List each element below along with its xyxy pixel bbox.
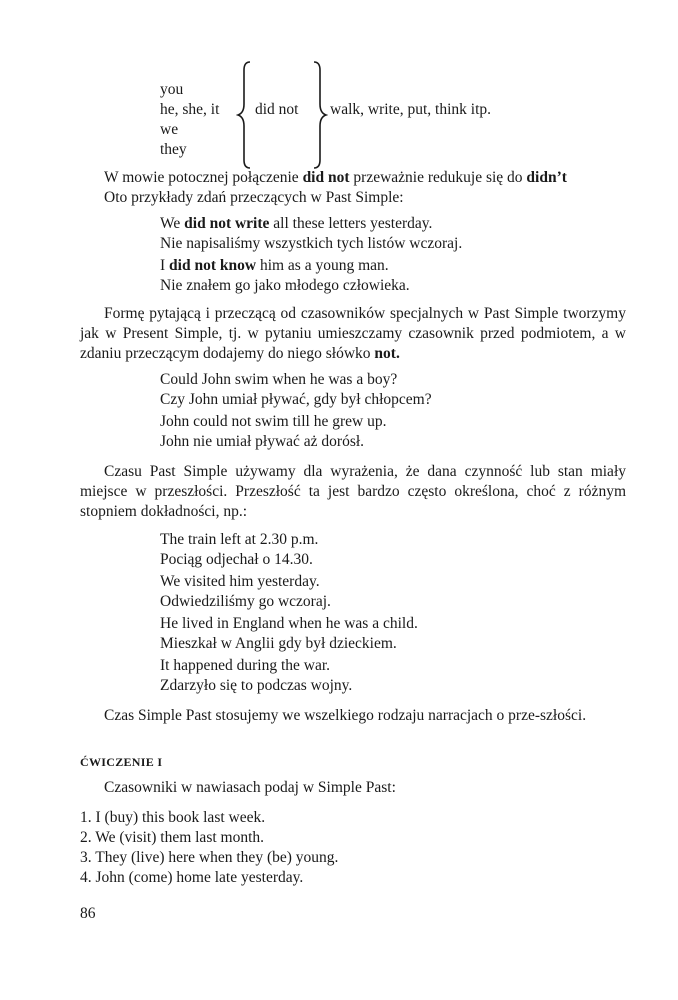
example-line: It happened during the war.	[160, 657, 331, 674]
text: przeważnie redukuje się do	[349, 169, 527, 186]
text: him as a young man.	[256, 257, 389, 274]
aux-did-not: did not	[255, 101, 299, 118]
page-number: 86	[80, 905, 96, 922]
example-line: John nie umiał pływać aż dorósł.	[160, 433, 365, 450]
bold-did-not: did not	[302, 169, 350, 186]
exercise-instruction: Czasowniki w nawiasach podaj w Simple Past:	[104, 779, 396, 796]
exercise-heading: ĆWICZENIE I	[80, 755, 163, 769]
example-line	[160, 214, 432, 234]
example-line: John could not swim till he grew up.	[160, 413, 387, 430]
text: Formę pytającą i przeczącą od czasowników specjalnych w Past Simple tworzymy jak w Present Simple, tj. w pytaniu umieszczamy czasownik przed podmiotem, a w zdaniu przeczącym dodajemy do niego słówko	[80, 305, 626, 362]
paragraph-2	[80, 304, 626, 364]
paragraph-1-line-2: Oto przykłady zdań przeczących w Past Simple:	[104, 189, 404, 206]
paragraph-3: Czasu Past Simple używamy dla wyrażenia, że dana czynność lub stan miały miejsce w przeszłości. Przeszłość ta jest bardzo często określona, choć z różnym stopniem dokładności, np.:	[80, 463, 626, 520]
example-line: Odwiedziliśmy go wczoraj.	[160, 593, 331, 610]
exercise-item: 3. They (live) here when they (be) young.	[80, 849, 339, 866]
example-line: We visited him yesterday.	[160, 573, 320, 590]
example-line: Zdarzyło się to podczas wojny.	[160, 677, 353, 694]
example-line: The train left at 2.30 p.m.	[160, 531, 319, 548]
example-line: Pociąg odjechał o 14.30.	[160, 551, 313, 568]
pronoun-you: you	[160, 81, 184, 98]
text: all these letters yesterday.	[269, 215, 433, 232]
example-line: Mieszkał w Anglii gdy był dzieckiem.	[160, 635, 397, 652]
example-line: He lived in England when he was a child.	[160, 615, 418, 632]
verb-list: walk, write, put, think itp.	[330, 101, 492, 118]
example-line: Could John swim when he was a boy?	[160, 371, 398, 388]
right-brace	[308, 60, 328, 170]
bold-phrase: did not know	[169, 257, 257, 274]
text: We	[160, 215, 185, 232]
exercise-item: 1. I (buy) this book last week.	[80, 809, 266, 826]
example-line: Nie napisaliśmy wszystkich tych listów wczoraj.	[160, 235, 463, 252]
pronoun-they: they	[160, 141, 187, 158]
example-line: Czy John umiał pływać, gdy był chłopcem?	[160, 391, 432, 408]
paragraph-4: Czas Simple Past stosujemy we wszelkiego rodzaju narracjach o prze-szłości.	[104, 707, 587, 724]
left-brace	[236, 60, 256, 170]
paragraph-1-line-1	[104, 168, 567, 188]
pronoun-he-she-it: he, she, it	[160, 101, 220, 118]
bold-didnt: didn’t	[526, 169, 567, 186]
example-line: Nie znałem go jako młodego człowieka.	[160, 277, 410, 294]
conjugation-table	[160, 80, 580, 160]
exercise-item: 4. John (come) home late yesterday.	[80, 869, 304, 886]
example-line	[160, 256, 389, 276]
text: W mowie potocznej połączenie	[104, 169, 303, 186]
exercise-item: 2. We (visit) them last month.	[80, 829, 265, 846]
pronoun-we: we	[160, 121, 179, 138]
bold-phrase: did not write	[184, 215, 270, 232]
text: I	[160, 257, 170, 274]
bold-not: not.	[374, 345, 400, 362]
